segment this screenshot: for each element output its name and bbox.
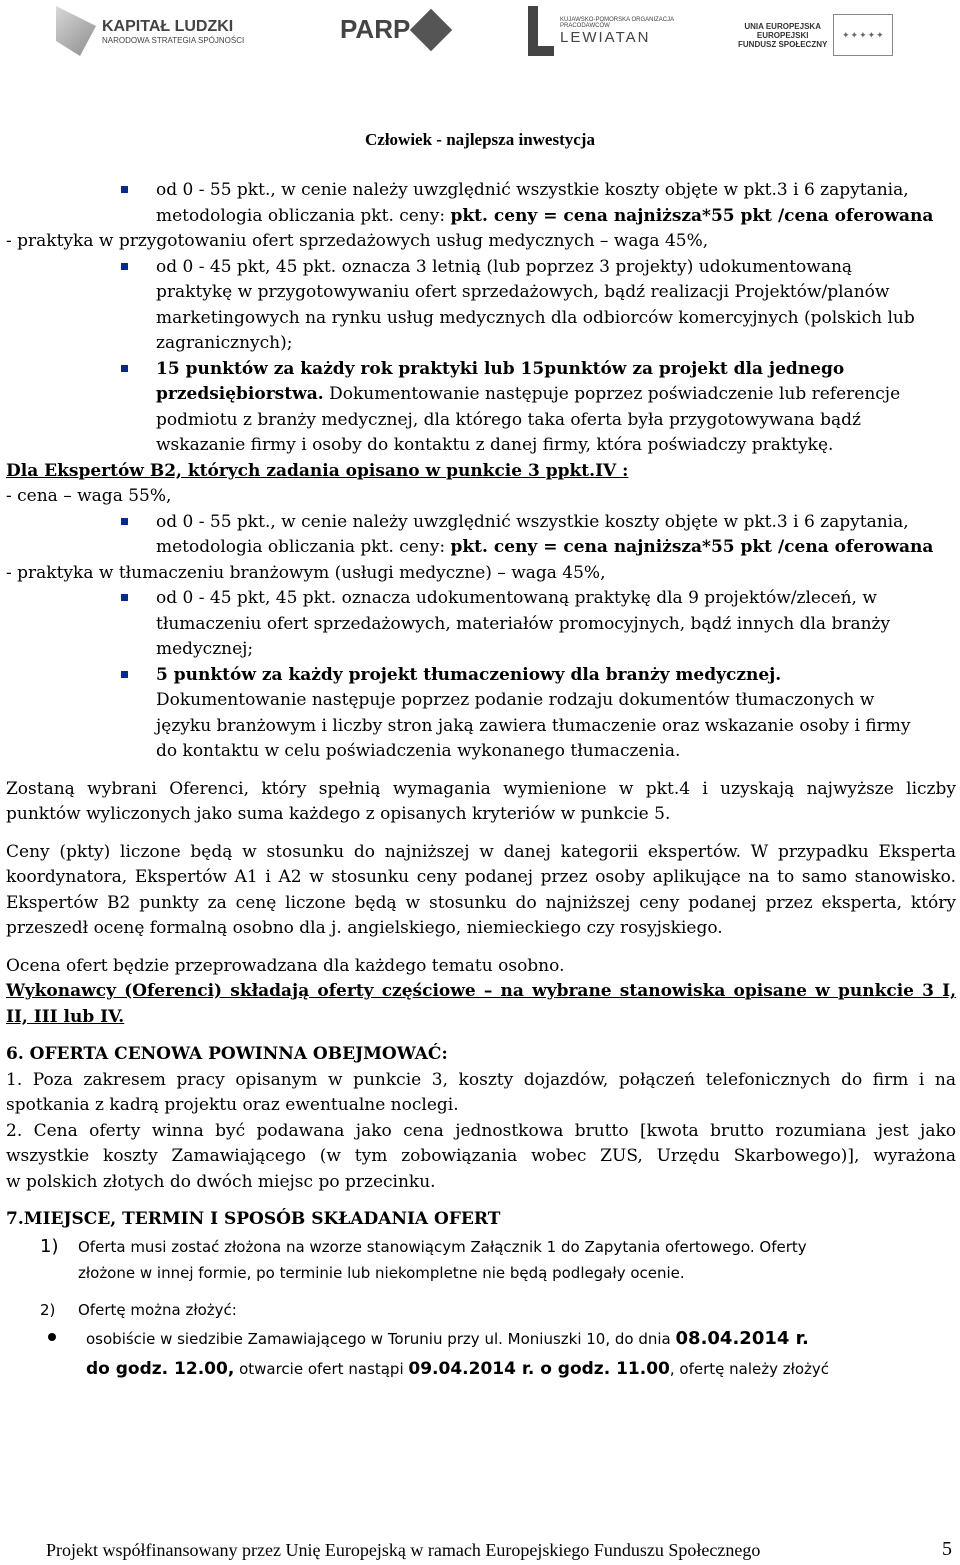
- text-line: praktykę w przygotowywaniu ofert sprzedażowych, bądź realizacji Projektów/planów: [156, 282, 890, 302]
- paragraph-line: punktów wyliczonych jako suma każdego z opisanych kryteriów w punkcie 5.: [6, 804, 671, 824]
- kapital-ludzki-emblem-icon: [56, 6, 96, 56]
- text-line: metodologia obliczania pkt. ceny: pkt. ceny = cena najniższa*55 pkt /cena oferowana: [156, 537, 934, 557]
- text-line: przedsiębiorstwa. Dokumentowanie następuje poprzez poświadczenie lub referencje: [156, 384, 901, 404]
- text-line: zagranicznych);: [156, 333, 293, 353]
- eu-logo: [738, 14, 893, 56]
- kapital-ludzki-title: KAPITAŁ LUDZKI: [102, 17, 234, 35]
- page-number: 5: [942, 1538, 952, 1560]
- square-bullet-icon: [121, 186, 128, 193]
- paragraph-line: w polskich złotych do dwóch miejsc po przecinku.: [6, 1171, 436, 1192]
- text-line: - cena – waga 55%,: [6, 486, 172, 506]
- paragraph-line: II, III lub IV.: [6, 1006, 125, 1027]
- eu-line-2: EUROPEJSKI: [756, 30, 809, 40]
- paragraph-line: spotkania z kadrą projektu oraz ewentualne noclegi.: [6, 1095, 459, 1115]
- list-item: 15 punktów za każdy rok praktyki lub 15punktów za projekt dla jednego: [6, 357, 956, 383]
- list-item: od 0 - 55 pkt., w cenie należy uwzględnić wszystkie koszty objęte w pkt.3 i 6 zapytania,: [6, 510, 956, 536]
- paragraph-line: 1. Poza zakresem pracy opisanym w punkcie 3, koszty dojazdów, połączeń telefonicznych do firm i na: [6, 1069, 956, 1090]
- square-bullet-icon: [121, 365, 128, 372]
- numbered-item: 2) Ofertę można złożyć:: [40, 1301, 237, 1319]
- square-bullet-icon: [121, 671, 128, 678]
- paragraph-line: wszystkie koszty Zamawiającego (w tym zobowiązania wobec ZUS, Urzędu Skarbowego)], wyrażona: [6, 1146, 956, 1166]
- lewiatan-logo: [528, 6, 680, 56]
- kapital-ludzki-logo: [56, 6, 244, 56]
- numbered-item: 1) Oferta musi zostać złożona na wzorze stanowiącym Załącznik 1 do Zapytania ofertowego. Oferty: [40, 1235, 807, 1257]
- list-item: 5 punktów za każdy projekt tłumaczeniowy dla branży medycznej.: [6, 663, 956, 689]
- text-line: - praktyka w tłumaczeniu branżowym (usługi medyczne) – waga 45%,: [6, 562, 606, 583]
- list-item: od 0 - 55 pkt., w cenie należy uwzględnić wszystkie koszty objęte w pkt.3 i 6 zapytania,: [6, 178, 956, 204]
- parp-wordmark: PARP: [340, 14, 411, 44]
- eu-line-3: FUNDUSZ SPOŁECZNY: [738, 39, 828, 49]
- list-item: osobiście w siedzibie Zamawiającego w Toruniu przy ul. Moniuszki 10, do dnia 08.04.2014 r.: [6, 1324, 956, 1354]
- text-line: metodologia obliczania pkt. ceny: pkt. ceny = cena najniższa*55 pkt /cena oferowana: [156, 205, 934, 226]
- text-line: tłumaczeniu ofert sprzedażowych, materiałów promocyjnych, bądź innych dla branży: [156, 613, 891, 634]
- square-bullet-icon: [121, 518, 128, 525]
- kapital-ludzki-subtitle: NARODOWA STRATEGIA SPÓJNOŚCI: [102, 35, 245, 45]
- square-bullet-icon: [121, 263, 128, 270]
- paragraph-line: Ceny (pkty) liczone będą w stosunku do najniższej w danej kategorii ekspertów. W przypadku Eksperta: [6, 841, 956, 862]
- square-bullet-icon: [121, 594, 128, 601]
- paragraph-line: 2. Cena oferty winna być podawana jako cena jednostkowa brutto [kwota brutto rozumiana jest jako: [6, 1120, 956, 1141]
- text-line: złożone w innej formie, po terminie lub niekompletne nie będą podlegały ocenie.: [78, 1263, 685, 1282]
- motto: Człowiek - najlepsza inwestycja: [365, 130, 595, 149]
- lewiatan-wordmark: LEWIATAN: [560, 28, 651, 46]
- eu-flag-icon: ✦✦✦✦✦: [833, 14, 893, 56]
- paragraph-line: Zostaną wybrani Oferenci, który spełnią wymagania wymienione w pkt.4 i uzyskają najwyższe liczby: [6, 778, 956, 799]
- text-line: Dokumentowanie następuje poprzez podanie rodzaju dokumentów tłumaczonych w: [156, 690, 875, 710]
- section-subheading: Dla Ekspertów B2, których zadania opisano w punkcie 3 ppkt.IV :: [6, 460, 629, 481]
- text-line: marketingowych na rynku usług medycznych dla odbiorców komercyjnych (polskich lub: [156, 307, 915, 328]
- text-line: do kontaktu w celu poświadczenia wykonanego tłumaczenia.: [156, 741, 681, 761]
- text-line: do godz. 12.00, otwarcie ofert nastąpi 09.04.2014 r. o godz. 11.00, ofertę należy złożyć: [86, 1358, 830, 1379]
- eu-line-1: UNIA EUROPEJSKA: [744, 21, 821, 31]
- parp-logo: [340, 14, 446, 45]
- round-bullet-icon: [48, 1333, 56, 1341]
- lewiatan-subtitle: KUJAWSKO-POMORSKA ORGANIZACJA PRACODAWCÓW: [560, 16, 674, 29]
- footer-text: Projekt współfinansowany przez Unię Europejską w ramach Europejskiego Funduszu Społecznego: [46, 1540, 761, 1560]
- text-line: medycznej;: [156, 639, 254, 659]
- lewiatan-emblem-icon: [528, 6, 554, 56]
- text-line: języku branżowym i liczby stron jaką zawiera tłumaczenie oraz wskazanie osoby i firmy: [156, 715, 911, 736]
- section-heading-7: 7.MIEJSCE, TERMIN I SPOSÓB SKŁADANIA OFERT: [6, 1209, 501, 1229]
- list-item: od 0 - 45 pkt, 45 pkt. oznacza 3 letnią (lub poprzez 3 projekty) udokumentowaną: [6, 255, 956, 281]
- parp-emblem-icon: [410, 8, 452, 50]
- text-line: - praktyka w przygotowaniu ofert sprzedażowych usług medycznych – waga 45%,: [6, 231, 709, 251]
- document-body: [6, 178, 956, 1384]
- paragraph-line: Wykonawcy (Oferenci) składają oferty częściowe – na wybrane stanowiska opisane w punkcie 3 I,: [6, 981, 956, 1001]
- paragraph-line: Ekspertów B2 punkty za cenę liczone będą w stosunku do najniższej ceny podanej przez eksperta, który: [6, 892, 956, 913]
- paragraph-line: Ocena ofert będzie przeprowadzana dla każdego tematu osobno.: [6, 955, 565, 976]
- text-line: podmiotu z branży medycznej, dla którego taka oferta była przygotowywana bądź: [156, 409, 861, 430]
- header-logos: [0, 0, 960, 70]
- paragraph-line: koordynatora, Ekspertów A1 i A2 w stosunku ceny podanej przez osoby aplikujące na to samo stanowisko.: [6, 867, 956, 887]
- paragraph-line: przeszedł ocenę formalną osobno dla j. angielskiego, niemieckiego czy rosyjskiego.: [6, 918, 723, 938]
- text-line: wskazanie firmy i osoby do kontaktu z danej firmy, która poświadczy praktykę.: [156, 435, 834, 455]
- section-heading-6: 6. OFERTA CENOWA POWINNA OBEJMOWAĆ:: [6, 1044, 448, 1064]
- list-item: od 0 - 45 pkt, 45 pkt. oznacza udokumentowaną praktykę dla 9 projektów/zleceń, w: [6, 586, 956, 612]
